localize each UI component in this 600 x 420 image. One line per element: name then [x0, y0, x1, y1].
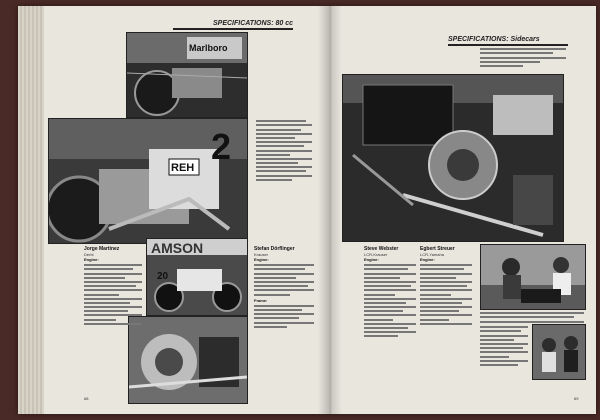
rider-name: Jorge Martinez [84, 246, 120, 252]
photo-mechanics [480, 244, 586, 310]
photo-side-bike [146, 238, 248, 316]
number-plate: REH [171, 162, 195, 174]
magazine-spread [18, 6, 596, 414]
right-page-number: 69 [574, 396, 579, 401]
rider-block-streuer [420, 246, 472, 327]
rider-block-webster [364, 246, 416, 340]
engine-label: Engine: [84, 257, 99, 262]
left-page-number: 68 [84, 396, 89, 401]
engine-label: Engine: [420, 257, 435, 262]
engine-label: Engine: [254, 257, 269, 262]
book-gutter [318, 6, 342, 414]
photo-main-bike [48, 118, 248, 244]
race-number-2: 2 [211, 126, 232, 167]
race-number-20: 20 [157, 271, 169, 282]
logo-text: Marlboro [189, 43, 228, 53]
rider-block-dorflinger [254, 246, 314, 330]
caption-column-right-bottom [480, 310, 584, 325]
rider-team: Derbi [84, 252, 94, 257]
rider-name: Stefan Dörflinger [254, 246, 295, 252]
rider-block-martinez [84, 246, 142, 327]
rider-team: LCR-Krauser [364, 252, 388, 257]
photo-sidecar-engine [342, 74, 564, 242]
rider-team: Krauser [254, 252, 269, 257]
engine-label: Engine: [364, 257, 379, 262]
sponsor-text: AMSON [151, 240, 204, 256]
right-page-header: SPECIFICATIONS: Sidecars [448, 36, 568, 46]
photo-workshop [532, 324, 586, 380]
frame-label: Frame: [254, 297, 268, 303]
photo-top-bike [126, 32, 248, 118]
photo-engine-closeup [128, 316, 248, 404]
rider-name: Egbert Streuer [420, 246, 455, 252]
rider-team: LCR-Yamaha [420, 252, 444, 257]
rider-name: Steve Webster [364, 246, 399, 252]
page-edge-stack [18, 6, 44, 414]
left-page-header: SPECIFICATIONS: 80 cc [173, 20, 293, 30]
caption-column-right-extra [480, 324, 528, 368]
caption-column-right-top [480, 46, 566, 69]
caption-column-left [256, 118, 312, 183]
